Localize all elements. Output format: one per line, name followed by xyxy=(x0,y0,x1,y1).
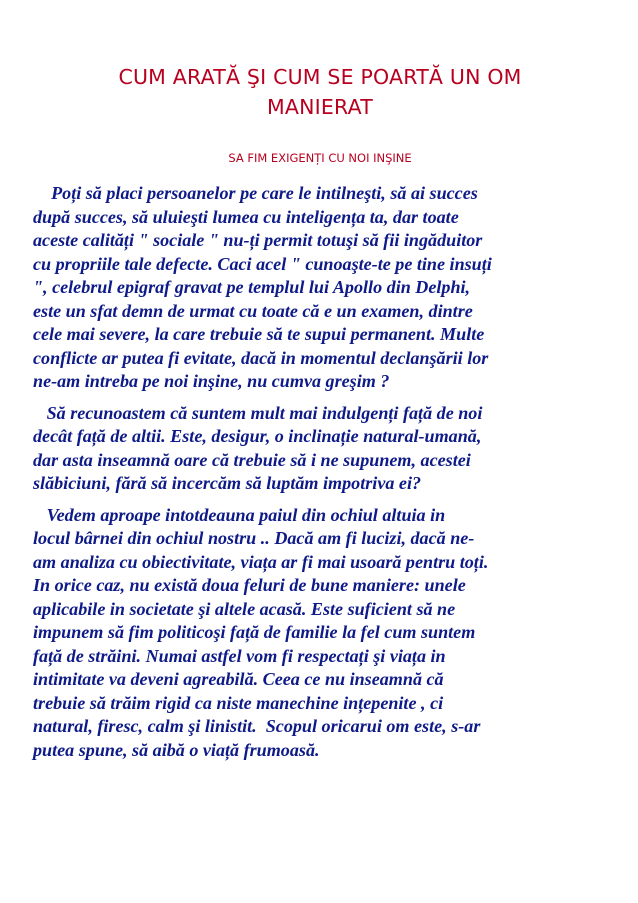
text-line: Vedem aproape intotdeauna paiul din ochiul altuia in xyxy=(33,504,446,525)
title-line-1: CUM ARATĂ ŞI CUM SE POARTĂ UN OM xyxy=(118,65,522,89)
text-line: decât față de altii. Este, desigur, o inclinație natural-umană, xyxy=(33,426,482,446)
text-line: conflicte ar putea fi evitate, dacă in momentul declanşării lor xyxy=(33,347,489,368)
text-line: după succes, să uluieşti lumea cu inteligența ta, dar toate xyxy=(33,206,459,227)
title-line-2: MANIERAT xyxy=(266,95,373,119)
text-line: locul bârnei din ochiul nostru .. Dacă am fi lucizi, dacă ne- xyxy=(33,528,475,548)
text-line: ne-am intreba pe noi inşine, nu cumva greşim ? xyxy=(33,371,390,391)
text-line: este un sfat demn de urmat cu toate că e un examen, dintre xyxy=(33,300,473,321)
paragraph-1 xyxy=(33,182,605,394)
text-line: intimitate va deveni agreabilă. Ceea ce nu inseamnă că xyxy=(33,669,444,689)
text-line: Poți să placi persoanelor pe care le intilneşti, să ai succes xyxy=(33,183,478,203)
text-line: cu propriile tale defecte. Caci acel " cunoaşte-te pe tine insuți xyxy=(33,253,492,274)
text-line: Să recunoastem că suntem mult mai indulgenți față de noi xyxy=(33,402,483,423)
paragraph-2 xyxy=(33,402,605,496)
text-line: trebuie să trăim rigid ca niste manechine ințepenite , ci xyxy=(33,692,444,713)
text-line: impunem să fim politicoşi față de familie la fel cum suntem xyxy=(33,622,476,642)
text-line: față de străini. Numai astfel vom fi respectați şi viața in xyxy=(33,645,446,666)
text-line: putea spune, să aibă o viață frumoasă. xyxy=(33,739,320,760)
text-line: aplicabile in societate şi altele acasă. Este suficient să ne xyxy=(33,598,456,619)
text-line: cele mai severe, la care trebuie să te supui permanent. Multe xyxy=(33,324,485,344)
document-title xyxy=(40,62,600,122)
text-line: aceste calități " sociale " nu-ți permit totuşi să fii ingăduitor xyxy=(33,230,483,250)
document-body xyxy=(33,182,605,770)
text-line: slăbiciuni, fără să incercăm să luptăm impotriva ei? xyxy=(33,473,422,493)
text-line: natural, firesc, calm şi linistit. Scopul oricarui om este, s-ar xyxy=(33,716,481,736)
paragraph-3 xyxy=(33,504,605,763)
text-line: In orice caz, nu există doua feluri de bune maniere: unele xyxy=(33,575,466,595)
document-subtitle: SA FIM EXIGENȚI CU NOI INŞINE xyxy=(228,151,412,165)
text-line: am analiza cu obiectivitate, viața ar fi mai usoară pentru toți. xyxy=(33,551,489,572)
text-line: ", celebrul epigraf gravat pe templul lui Apollo din Delphi, xyxy=(33,277,471,297)
text-line: dar asta inseamnă oare că trebuie să i ne supunem, acestei xyxy=(33,449,471,470)
